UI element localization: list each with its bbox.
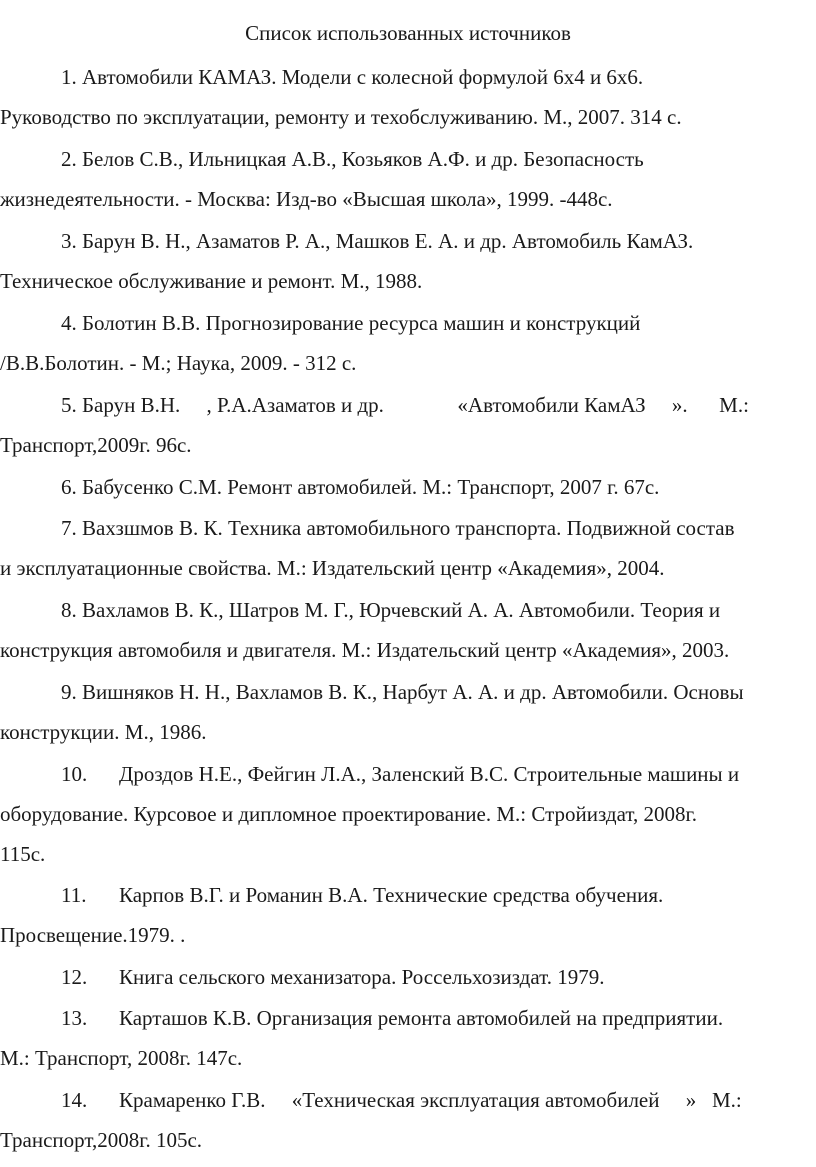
ref-2-line-1: 2. Белов С.В., Ильницкая А.В., Козьяков А.Ф. и др. Безопасность [61, 147, 644, 171]
ref-7-line-2: и эксплуатационные свойства. М.: Издательский центр «Академия», 2004. [0, 556, 665, 580]
ref-2-line-2: жизнедеятельности. - Москва: Изд-во «Высшая школа», 1999. -448с. [0, 187, 613, 211]
ref-13-line-1 [61, 1005, 723, 1031]
ref-10-line-2: оборудование. Курсовое и дипломное проектирование. М.: Стройиздат, 2008г. [0, 802, 697, 826]
ref-13-line-2: М.: Транспорт, 2008г. 147с. [0, 1046, 243, 1070]
page-title: Список использованных источников [245, 21, 571, 45]
ref-10-text: Дроздов Н.Е., Фейгин Л.А., Заленский В.С. Строительные машины и [119, 762, 740, 786]
ref-14-line-2: Транспорт,2008г. 105с. [0, 1128, 203, 1152]
ref-1-line-1: 1. Автомобили КАМАЗ. Модели с колесной формулой 6х4 и 6х6. [61, 65, 644, 89]
ref-4-line-1: 4. Болотин В.В. Прогнозирование ресурса машин и конструкций [61, 311, 641, 335]
ref-3-line-1: 3. Барун В. Н., Азаматов Р. А., Машков Е. А. и др. Автомобиль КамАЗ. [61, 229, 694, 253]
ref-6-line-1: 6. Бабусенко С.М. Ремонт автомобилей. М.: Транспорт, 2007 г. 67с. [61, 475, 660, 499]
ref-10-line-1 [61, 761, 739, 787]
ref-13-text: Карташов К.В. Организация ремонта автомобилей на предприятии. [119, 1006, 724, 1030]
ref-5-line-1: 5. Барун В.Н. , Р.А.Азаматов и др. «Автомобили КамАЗ ». М.: [61, 393, 749, 417]
ref-11-text: Карпов В.Г. и Романин В.А. Технические средства обучения. [119, 883, 664, 907]
ref-7-line-1: 7. Вахзшмов В. К. Техника автомобильного транспорта. Подвижной состав [61, 516, 735, 540]
ref-1-line-2: Руководство по эксплуатации, ремонту и техобслуживанию. М., 2007. 314 с. [0, 105, 682, 129]
ref-10-line-3: 115с. [0, 842, 46, 866]
ref-12-text: Книга сельского механизатора. Россельхозиздат. 1979. [119, 965, 605, 989]
ref-11-line-1 [61, 882, 663, 908]
ref-10-number: 10. [61, 762, 88, 786]
ref-8-line-1: 8. Вахламов В. К., Шатров М. Г., Юрчевский А. А. Автомобили. Теория и [61, 598, 721, 622]
ref-14-line-1 [61, 1087, 742, 1113]
ref-5-line-2: Транспорт,2009г. 96с. [0, 433, 192, 457]
ref-4-line-2: /В.В.Болотин. - М.; Наука, 2009. - 312 с. [0, 351, 357, 375]
ref-8-line-2: конструкция автомобиля и двигателя. М.: Издательский центр «Академия», 2003. [0, 638, 730, 662]
ref-11-number: 11. [61, 883, 87, 907]
ref-11-line-2: Просвещение.1979. . [0, 923, 186, 947]
ref-9-line-1: 9. Вишняков Н. Н., Вахламов В. К., Нарбут А. А. и др. Автомобили. Основы [61, 680, 744, 704]
ref-14-text: Крамаренко Г.В. «Техническая эксплуатация автомобилей » М.: [119, 1088, 742, 1112]
ref-9-line-2: конструкции. М., 1986. [0, 720, 207, 744]
ref-14-number: 14. [61, 1088, 88, 1112]
ref-13-number: 13. [61, 1006, 88, 1030]
ref-3-line-2: Техническое обслуживание и ремонт. М., 1988. [0, 269, 423, 293]
ref-12-number: 12. [61, 965, 88, 989]
ref-12-line-1 [61, 964, 604, 990]
